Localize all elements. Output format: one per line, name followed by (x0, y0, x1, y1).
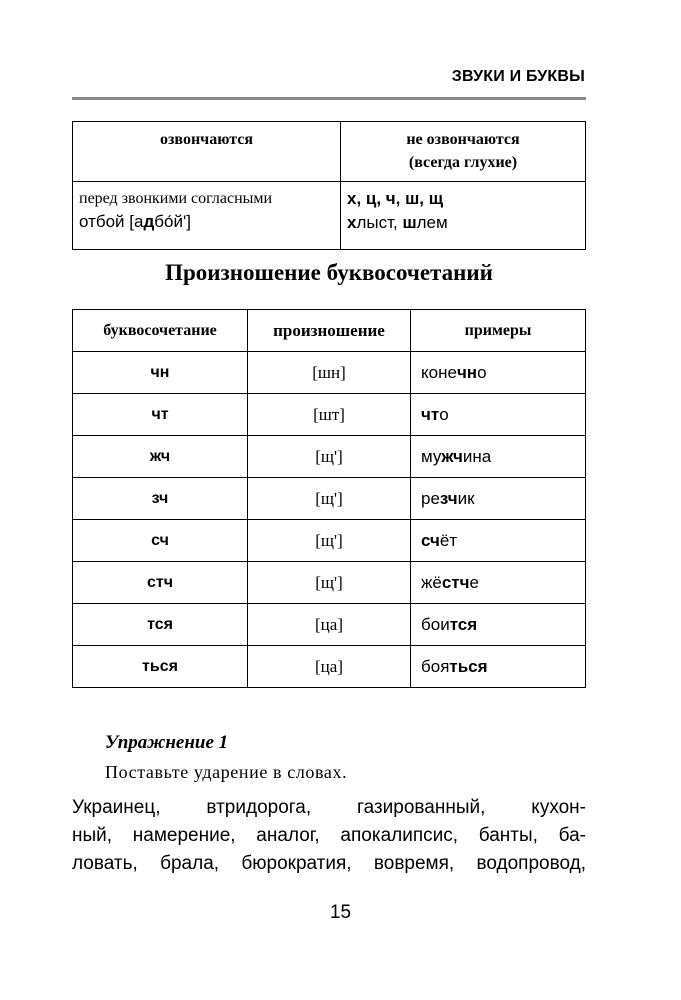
example-cell (411, 646, 586, 688)
table-cell (341, 182, 586, 250)
text-part: бо́й'] (154, 212, 191, 231)
pron-cell: [шн] (248, 352, 411, 394)
pron-cell: [шт] (248, 394, 411, 436)
pron-cell: [ца] (248, 646, 411, 688)
cell-text: перед звонкими согласными (79, 190, 273, 207)
pron-cell: [щ'] (248, 562, 411, 604)
text-part: боя (421, 656, 450, 676)
combo-cell: стч (73, 562, 248, 604)
bold-part: сч (421, 530, 440, 550)
page-number: 15 (329, 902, 352, 923)
table-header: примеры (411, 310, 586, 352)
voicing-table (72, 121, 586, 250)
table-row (73, 182, 586, 250)
combo-cell: зч (73, 478, 248, 520)
table-row (73, 436, 586, 478)
table-header-line: не озвончаются (406, 131, 520, 148)
example-cell (411, 520, 586, 562)
exercise-text-line: Украинец, втридорога, газированный, кухон- (72, 797, 586, 818)
pron-cell: [ца] (248, 604, 411, 646)
pron-cell: [щ'] (248, 478, 411, 520)
text-part: ёт (439, 530, 458, 550)
text-part: лыст, (356, 213, 403, 232)
table-row (73, 646, 586, 688)
text-part: коне (421, 362, 457, 382)
table-row (73, 352, 586, 394)
table-row (73, 394, 586, 436)
table-header (341, 122, 586, 182)
text-part: о (439, 404, 449, 424)
pron-cell: [щ'] (248, 520, 411, 562)
combo-cell: ться (73, 646, 248, 688)
text-part: жё (421, 572, 442, 592)
table-header: буквосочетание (73, 310, 248, 352)
table-cell (73, 182, 341, 250)
table-header: произношение (248, 310, 411, 352)
cell-text (347, 213, 448, 232)
text-part: ре (421, 488, 440, 508)
combo-cell: жч (73, 436, 248, 478)
bold-part: чт (421, 404, 440, 424)
example-cell (411, 352, 586, 394)
combo-cell: чн (73, 352, 248, 394)
bold-part: жч (441, 446, 463, 466)
exercise-title: Упражнение 1 (105, 732, 229, 753)
text-part: ик (457, 488, 475, 508)
bold-part: ш (402, 213, 417, 232)
text-part: е (469, 572, 479, 592)
bold-part: зч (439, 488, 458, 508)
example-cell (411, 436, 586, 478)
table-row (73, 122, 586, 182)
pron-cell: [щ'] (248, 436, 411, 478)
example-cell (411, 562, 586, 604)
example-cell (411, 604, 586, 646)
header-divider (72, 97, 586, 100)
combo-cell: чт (73, 394, 248, 436)
bold-part: ться (449, 656, 488, 676)
table-header-line: (всегда глухие) (408, 154, 518, 171)
text-part: о (477, 362, 487, 382)
combo-cell: тся (73, 604, 248, 646)
bold-part: д (143, 212, 155, 231)
exercise-instruction: Поставьте ударение в словах. (105, 762, 348, 782)
text-part: ина (462, 446, 492, 466)
bold-part: чн (456, 362, 478, 382)
text-part: отбой [а (79, 212, 144, 231)
exercise-text-line: ловать, брала, бюрократия, вовремя, водопровод, (72, 853, 586, 874)
text-part: лем (416, 213, 448, 232)
table-header: озвончаются (73, 122, 341, 182)
text-part: му (421, 446, 442, 466)
running-header: ЗВУКИ И БУКВЫ (451, 68, 585, 85)
bold-part: тся (449, 614, 478, 634)
section-title: Произношение буквосочетаний (165, 260, 493, 285)
exercise-text-line: ный, намерение, аналог, апокалипсис, банты, ба- (72, 825, 586, 846)
cell-text (79, 212, 191, 231)
combo-cell: сч (73, 520, 248, 562)
example-cell (411, 394, 586, 436)
table-row (73, 310, 586, 352)
bold-part: х (347, 213, 357, 232)
pronunciation-table (72, 309, 586, 688)
text-part: бои (421, 614, 450, 634)
cell-text: х, ц, ч, ш, щ (347, 189, 444, 208)
table-row (73, 562, 586, 604)
table-row (73, 604, 586, 646)
bold-part: стч (441, 572, 470, 592)
table-row (73, 520, 586, 562)
table-row (73, 478, 586, 520)
example-cell (411, 478, 586, 520)
